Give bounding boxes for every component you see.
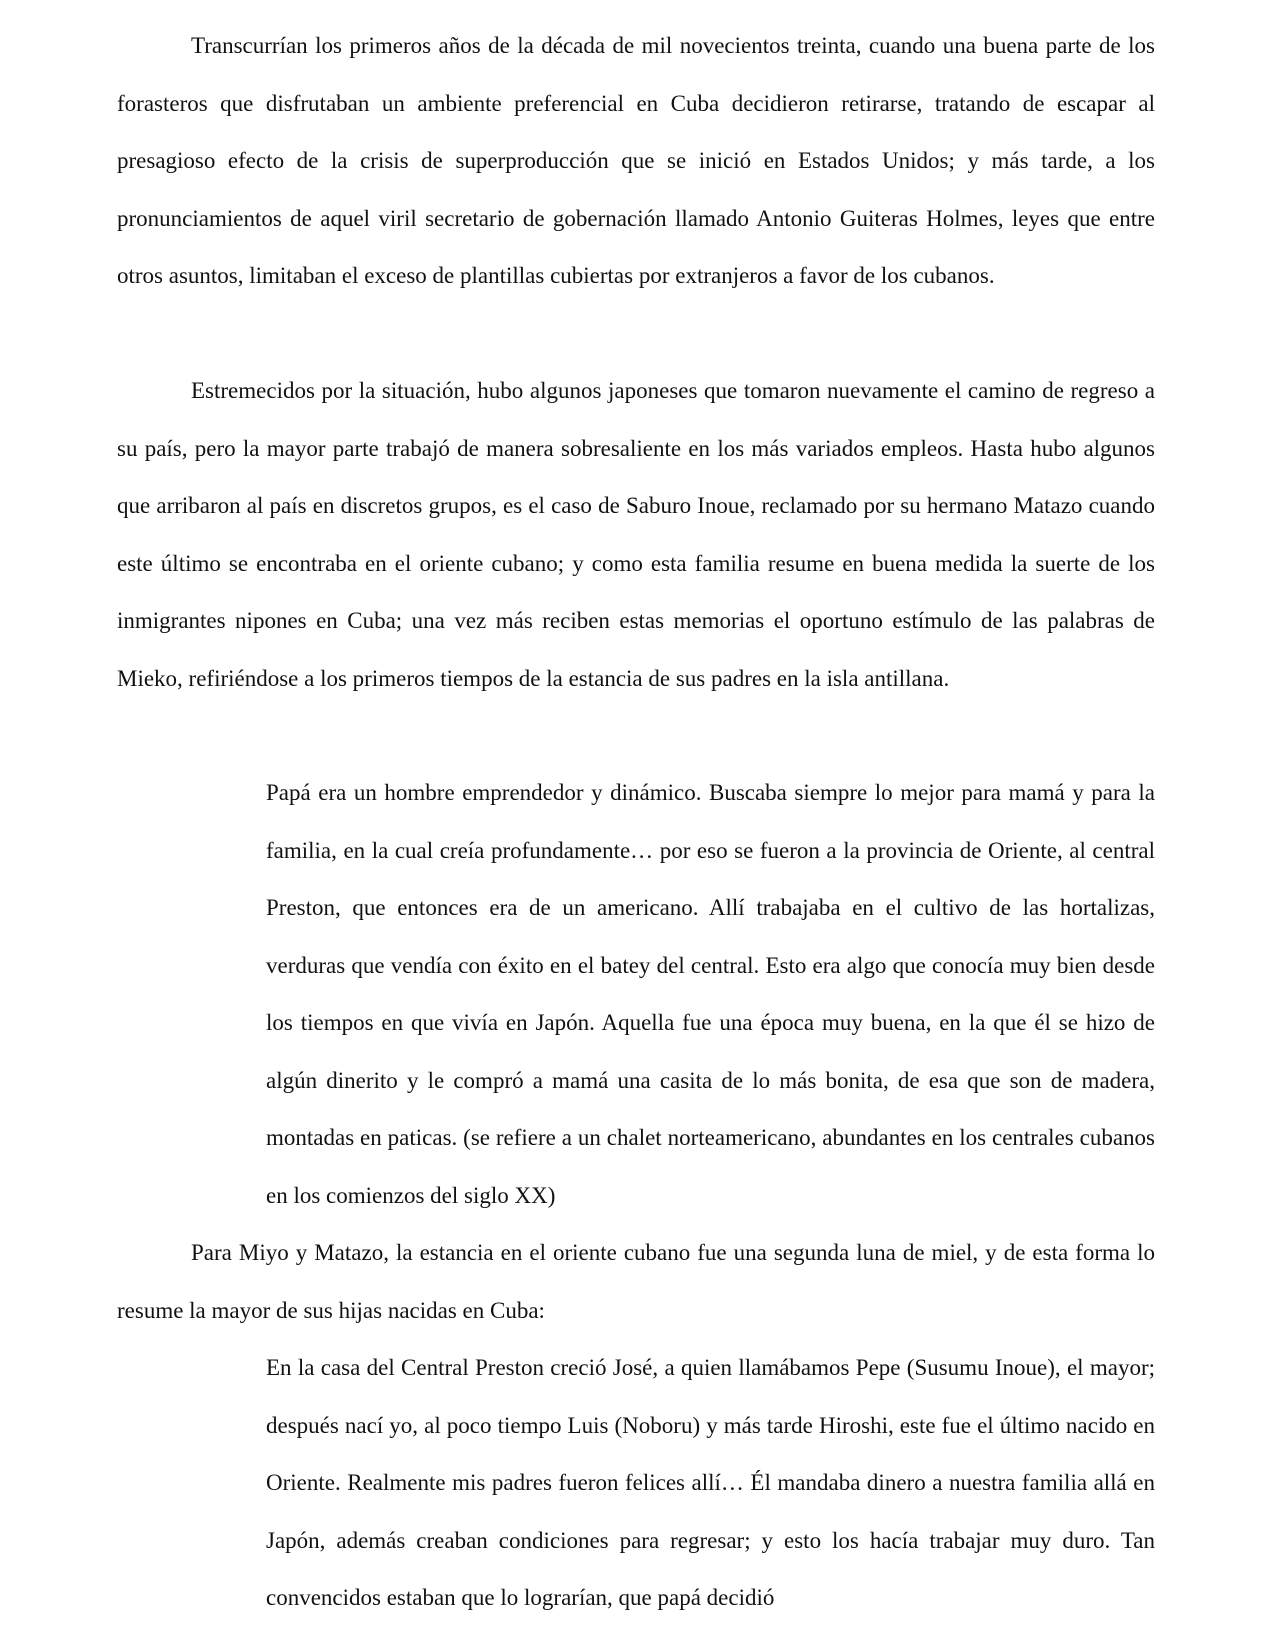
block-quote: Papá era un hombre emprendedor y dinámico. Buscaba siempre lo mejor para mamá y para la familia, en la cual creía profundamente… por eso se fueron a la provincia de Oriente, al central Preston, que entonces era de un americano. Allí trabajaba en el cultivo de las hortalizas, verduras que vendía con éxito en el batey del central. Esto era algo que conocía muy bien desde los tiempos en que vivía en Japón. Aquella fue una época muy buena, en la que él se hizo de algún dinerito y le compró a mamá una casita de lo más bonita, de esa que son de madera, montadas en paticas. (se refiere a un chalet norteamericano, abundantes en los centrales cubanos en los comienzos del siglo XX): [266, 780, 1155, 1208]
body-paragraph: Para Miyo y Matazo, la estancia en el oriente cubano fue una segunda luna de miel, y de esta forma lo resume la mayor de sus hijas nacidas en Cuba:: [117, 1240, 1155, 1323]
body-paragraph: Estremecidos por la situación, hubo algunos japoneses que tomaron nuevamente el camino de regreso a su país, pero la mayor parte trabajó de manera sobresaliente en los más variados empleos. Hasta hubo algunos que arribaron al país en discretos grupos, es el caso de Saburo Inoue, reclamado por su hermano Matazo cuando este último se encontraba en el oriente cubano; y como esta familia resume en buena medida la suerte de los inmigrantes nipones en Cuba; una vez más reciben estas memorias el oportuno estímulo de las palabras de Mieko, refiriéndose a los primeros tiempos de la estancia de sus padres en la isla antillana.: [117, 378, 1155, 691]
block-quote: En la casa del Central Preston creció José, a quien llamábamos Pepe (Susumu Inoue), el mayor; después nací yo, al poco tiempo Luis (Noboru) y más tarde Hiroshi, este fue el último nacido en Oriente. Realmente mis padres fueron felices allí… Él mandaba dinero a nuestra familia allá en Japón, además creaban condiciones para regresar; y esto los hacía trabajar muy duro. Tan convencidos estaban que lo lograrían, que papá decidió: [266, 1355, 1155, 1610]
body-paragraph: Transcurrían los primeros años de la década de mil novecientos treinta, cuando una buena parte de los forasteros que disfrutaban un ambiente preferencial en Cuba decidieron retirarse, tratando de escapar al presagioso efecto de la crisis de superproducción que se inició en Estados Unidos; y más tarde, a los pronunciamientos de aquel viril secretario de gobernación llamado Antonio Guiteras Holmes, leyes que entre otros asuntos, limitaban el exceso de plantillas cubiertas por extranjeros a favor de los cubanos.: [117, 33, 1155, 288]
